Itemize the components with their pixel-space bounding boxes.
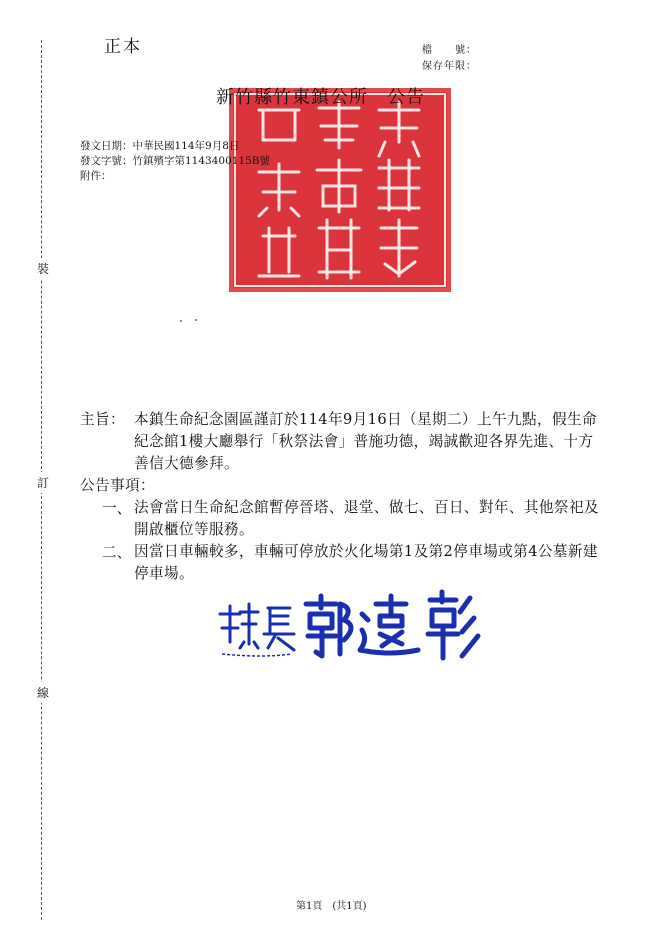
attachment-label: 附件： (80, 170, 112, 182)
page-number-footer: 第1頁 (共1頁) (296, 901, 367, 912)
notice-item-number: 二、 (102, 544, 132, 561)
binding-mark-ding: 訂 (37, 472, 49, 493)
binding-mark-zhuang: 裝 (37, 258, 49, 279)
scan-speck (180, 320, 182, 322)
issue-date: 發文日期：中華民國114年9月8日 (80, 140, 240, 152)
copy-type-label: 正本 (104, 37, 142, 57)
notice-item-text: 法會當日生命紀念館暫停晉塔、退堂、做七、百日、對年、其他祭祀及開啟櫃位等服務。 (134, 499, 599, 538)
binding-mark-xian: 線 (37, 682, 49, 703)
signature-icon (216, 584, 486, 664)
notice-item-text: 因當日車輛較多，車輛可停放於火化場第1及第2停車場或第4公墓新建停車場。 (134, 543, 598, 582)
scan-speck (195, 319, 197, 321)
subject-text: 本鎮生命紀念園區謹訂於114年9月16日（星期二）上午九點，假生命紀念館1樓大廳舉行「秋祭法會」普施功德，竭誠歡迎各界先進、十方善信大德參拜。 (134, 411, 597, 472)
official-seal (229, 88, 451, 292)
document-title: 新竹縣竹東鎮公所 公告 (216, 87, 425, 108)
mayor-signature (216, 584, 486, 664)
seal-pattern-icon (229, 88, 451, 292)
subject-label: 主旨： (80, 411, 125, 428)
retention-period-label: 保存年限： (422, 61, 477, 72)
issue-number: 發文字號：竹鎮殯字第1143400115B號 (80, 155, 271, 167)
file-number-label: 檔 號： (422, 45, 477, 56)
notice-items-label: 公告事項： (80, 477, 155, 494)
notice-item-number: 一、 (102, 500, 132, 517)
